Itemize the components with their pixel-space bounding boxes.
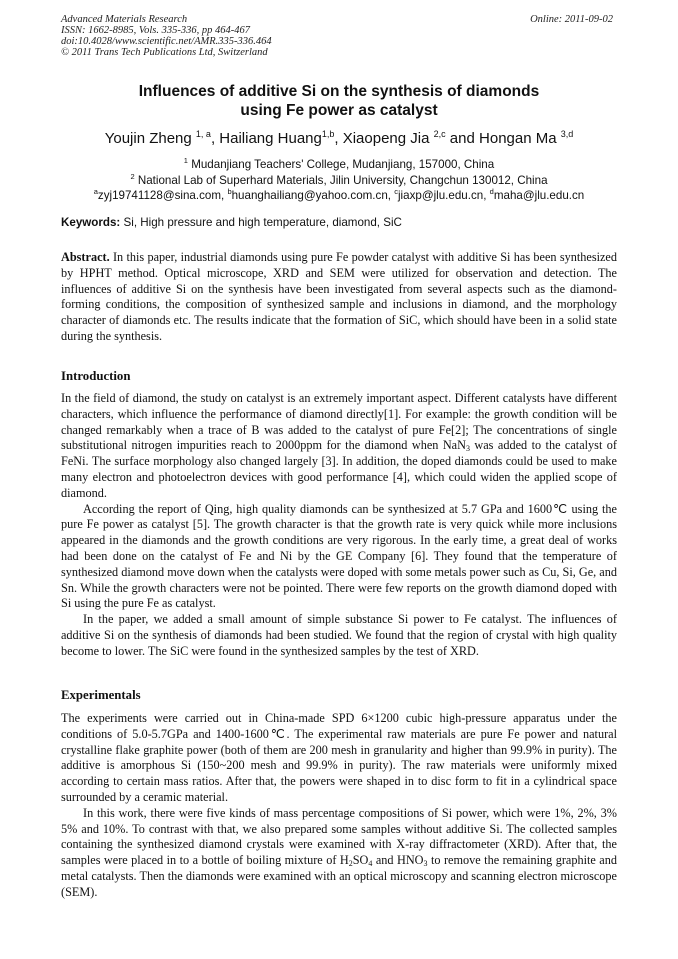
email-superscript: b [227,187,232,196]
intro-paragraph-2: According the report of Qing, high quality diamonds can be synthesized at 5.7 GPa and 1600℃ using the pure Fe power as catalyst [5]. The growth character is that the growth rate is very quick while more inclusions appeared in the diamonds and the growth conditions are very rigorous. In the early time, a great deal of works had been done on the catalyst of Fe and Ni by the GE Company [6]. They found that the temperature of synthesized diamond move down when the catalysts were doped with some metals power such as Cu, Si, Ge, and Sn. While the growth characters were not be pointed. There were few reports on the growth diamond doped with Si using the pure Fe as catalyst. [61,501,617,611]
author-name: Hongan Ma [479,130,557,147]
email-separator: , [220,189,228,202]
intro-paragraph-3: In the paper, we added a small amount of simple substance Si power to Fe catalyst. The influences of additive Si on the synthesis of diamonds had been studied. We found that the region of crystal with high quality become to lower. The SiC were found in the synthesized samples by the test of XRD. [61,612,617,658]
author-superscript: 1,b [321,129,335,139]
affiliation-1 [61,157,617,173]
author-superscript: 3,d [560,129,574,139]
author-superscript: 2,c [433,129,446,139]
title-line-1: Influences of additive Si on the synthesis of diamonds [138,83,540,100]
copyright-line: © 2011 Trans Tech Publications Ltd, Switzerland [61,47,268,58]
exp-p2-text-b: to remove the remaining graphite and metal catalysts. Then the diamonds were examined with an optical microscopy and scanning electron microscope (SEM). [61,853,617,899]
journal-header [61,14,621,58]
abstract-text: In this paper, industrial diamonds using pure Fe powder catalyst with additive Si has been synthesized by HPHT method. Optical microscope, XRD and SEM were utilized for observation and detection. The influences of additive Si on the synthesis have been investigated from several aspects such as the diamond-forming conditions, the composition of synthesized sample and inclusions in diamond, and the morphology character of diamonds etc. The results indicate that the formation of SiC, which should have been in a solid state during the synthesis. [61,250,617,343]
title-line-2: using Fe power as catalyst [240,102,438,119]
email-separator: , [387,189,395,202]
email-superscript: d [489,187,494,196]
keywords-label: Keywords: [61,216,121,229]
abstract-label: Abstract. [61,250,110,264]
author-name: Youjin Zheng [104,130,192,147]
email-address[interactable]: jiaxp@jlu.edu.cn [397,189,484,202]
author-and: and [445,130,480,147]
email-superscript: a [93,187,98,196]
intro-p1-text-b: was added to the catalyst of FeNi. The surface morphology also changed largely [3]. In addition, the doped diamonds could be used to make many electron and photoelectron devices with good performance [4], which could widen the applied scope of diamond. [61,438,617,500]
author-list [61,130,617,148]
intro-paragraph-1 [61,391,617,502]
formula-part: SO [352,853,369,868]
abstract [61,250,617,345]
doi-line[interactable]: doi:10.4028/www.scientific.net/AMR.335-336.464 [61,36,272,47]
subscript: 4 [368,859,373,869]
affiliation-text: National Lab of Superhard Materials, Jilin University, Changchun 130012, China [137,173,548,187]
email-line [61,188,617,204]
author-superscript: 1, a [195,129,211,139]
keywords [61,215,617,230]
experimentals-heading: Experimentals [61,688,141,702]
affiliations [61,157,617,204]
email-separator: , [483,189,490,202]
author-separator: , [334,130,343,147]
issn-line: ISSN: 1662-8985, Vols. 335-336, pp 464-467 [61,25,250,36]
journal-name: Advanced Materials Research [61,14,188,25]
affiliation-superscript: 2 [130,171,135,181]
email-superscript: c [394,187,398,196]
exp-p2-text-a: In this work, there were five kinds of mass percentage compositions of Si power, which were 1%, 2%, 3% 5% and 10%. To contrast with that, we also prepared some samples without additive Si. The collected samples containing the synthesized diamond crystals were examined with X-ray diffractometer (XRD). After that, the samples were placed in to a bottle of boiling mixture of H [61,805,617,868]
exp-paragraph-2 [61,806,617,901]
introduction-section [61,391,617,660]
intro-p1-text-a: In the field of diamond, the study on catalyst is an extremely important aspect. Different catalysts have different characters, which influence the performance of diamond directly[1]. For example: the growth condition will be changed remarkably when a trace of B was added to the catalyst of pure Fe[2]; The concentrations of single substitutional nitrogen impurities reach to 2000ppm for the diamond when NaN [61,391,617,453]
author-separator: , [210,130,220,147]
email-address[interactable]: huanghailiang@yahoo.com.cn [231,189,388,202]
subscript: 3 [423,859,428,869]
affiliation-2 [61,173,617,189]
formula-part: and HNO [372,853,424,868]
email-address[interactable]: zyj19741128@sina.com [97,189,221,202]
exp-paragraph-1: The experiments were carried out in China-made SPD 6×1200 cubic high-pressure apparatus under the conditions of 5.0-5.7GPa and 1400-1600℃. The experimental raw materials are pure Fe power and natural crystalline flake graphite power (both of them are 200 mesh in granularity and higher than 99.9% in purity). The additive is amorphous Si (150~200 mesh and 99.9% in purity). The raw materials were uniformly mixed according to certain mass ratios. After that, the powers were shaped in to disc form to fit in a cylindrical space surrounded by a ceramic material. [61,711,617,804]
introduction-heading: Introduction [61,369,131,383]
keywords-text: Si, High pressure and high temperature, diamond, SiC [123,216,402,229]
author-name: Hailiang Huang [219,130,322,147]
author-name: Xiaopeng Jia [342,130,430,147]
affiliation-text: Mudanjiang Teachers' College, Mudanjiang, 157000, China [191,158,495,171]
subscript: 3 [465,444,470,454]
affiliation-superscript: 1 [183,156,188,165]
online-date: Online: 2011-09-02 [530,14,613,25]
subscript: 2 [348,859,353,869]
paper-title [61,82,617,120]
experimentals-section [61,711,617,901]
email-address[interactable]: maha@jlu.edu.cn [493,189,585,202]
